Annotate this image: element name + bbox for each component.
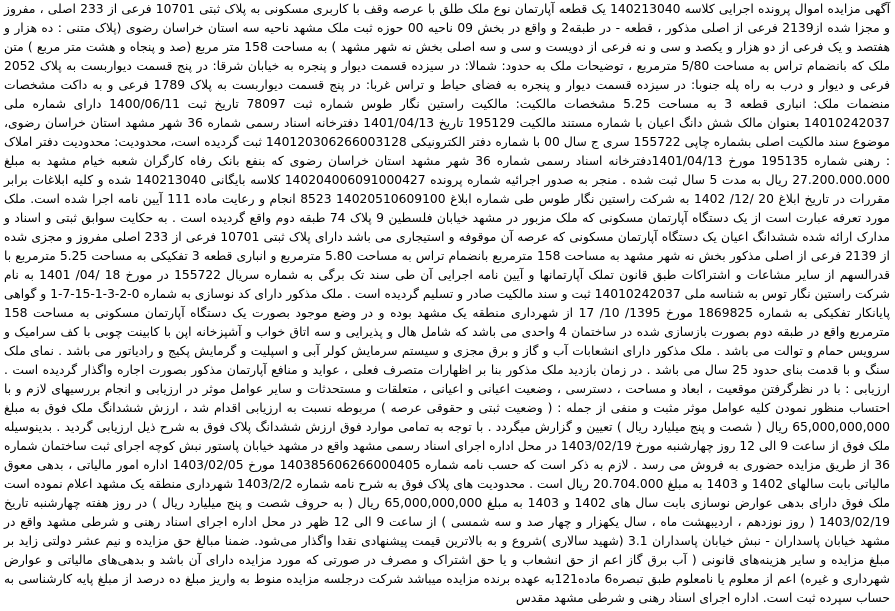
auction-notice-text: آگهی مزایده اموال پرونده اجرایی کلاسه 140213040 یک قطعه آپارتمان نوع ملک طلق با عرصه وقف با کاربری مسکونی به پلاک ثبتی 10701 فرعی از 233 اصلی ، مفروز و مجزا شده از2139 فرعی از اصلی مذکور ، قطعه - در طبقه2 و واقع در بخش 09 ناحیه 00 حوزه ثبت ملک مشهد ناحیه سه استان خراسان رضوی (پلاک متنی : ده هزار و هفتصد و یک فرعی از دو هزار و یکصد و سی و نه فرعی از دویست و سی و سه اصلی بخش نه شهر مشهد ) به مساحت 158 متر مربع (صد و پنجاه و هشت متر مربع ) متن ملک که بانضمام تراس به مساحت 5/80 مترمربع ، توضیحات ملک به حدود: شمالا: در سیزده قسمت دیوار و پنجره به خیابان شرقا: در پنج قسمت دیواربست به پلاک 2052 فرعی و دیوار و درب به راه پله جنوبا: در سیزده قسمت دیوار و پنجره به فضای حیاط و تراس غربا: در پنج قسمت دیواربست به پلاک 1789 فرعی و به داکت مشخصات منضمات ملک: انباری قطعه 3 به مساحت 5.25 مشخصات مالکیت: مالکیت راستین نگار طوس شماره ثبت 78097 تاریخ ثبت 1400/06/11 دارای شماره ملی 14010242037 بعنوان مالک شش دانگ اعیان با شماره مستند مالکیت 195129 تاریخ 1401/04/13 دفترخانه اسناد رسمی شماره 36 شهر مشهد استان خراسان رضوی، موضوع سند مالکیت اصلی بشماره چاپی 155722 سری ج سال 00 با شماره دفتر الکترونیکی 140120306266003128 ثبت گردیده است، محدودیت: محدودیت دفتر املاک : رهنی شماره 195135 مورخ 1401/04/13دفترخانه اسناد رسمی شماره 36 شهر مشهد استان خراسان رضوی که بنفع بانک رفاه کارگران شعبه خیام مشهد به مبلغ 27.200.000.000 ریال به مدت 5 سال ثبت شده . منجر به صدور اجرائیه شماره پرونده 140204006091000427 کلاسه بایگانی 140213040 شده و کلیه ابلاغات برابر مقررات در تاریخ ابلاغ 20 /12/ 1402 به شرکت راستین نگار طوس طی شماره ابلاغ 14020510609100 8523 انجام و رعایت ماده 111 آیین نامه اجرا شده است. ملک مورد تعرفه عبارت است از یک دستگاه آپارتمان مسکونی که ملک مزبور در مشهد خیابان فلسطین 9 پلاک 74 طبقه دوم واقع گردیده است . به حکایت سوابق ثبتی و اسناد و مدارک ارائه شده ششدانگ اعیان یک دستگاه آپارتمان مسکونی که عرصه آن موقوفه و استیجاری می باشد دارای پلاک ثبتی 10701 فرعی از 233 اصلی مفروز و مجزی شده از 2139 فرعی از اصلی مذکور بخش نه شهر مشهد به مساحت 158 مترمربع بانضمام تراس به مساحت 5.80 مترمربع و انباری قطعه 3 تفکیکی به مساحت 5.25 مترمربع با قدرالسهم از سایر مشاعات و اشتراکات طبق قانون تملک آپارتمانها و آیین نامه اجرایی آن طی سند تک برگی به شماره سریال 155722 در مورخ 18 /04/ 1401 به نام شرکت راستین نگار توس به شناسه ملی 14010242037 ثبت و سند مالکیت صادر و تسلیم گردیده است . ملک مذکور دارای کد نوسازی به شماره 0-2-3-1-15-7-1 و گواهی پایانکار تفکیکی به شماره 1869825 مورخ 1395/ 10/ 17 از شهرداری منطقه یک مشهد بوده و در وضع موجود بصورت یک دستگاه آپارتمان مسکونی به مساحت 158 مترمربع واقع در طبقه دوم بصورت بازسازی شده در ساختمان 4 واحدی می باشد که شامل هال و پذیرایی و سه اتاق خواب و آشپزخانه اپن با کابینت چوبی با کف سرامیک و سرویس حمام و توالت می باشد . ملک مذکور دارای انشعابات آب و گاز و برق مجزی و سیستم سرمایش کولر آبی و اسپلیت و گرمایش پکیج و رادیاتور می باشد . نمای ملک سنگ و با قدمت بنای حدود 25 سال می باشد . در زمان بازدید ملک مذکور بنا بر اظهارات متصرف فعلی ، عواید و منافع آپارتمان مذکور بصورت اجاره واگذار گردیده است . ارزیابی : با در نظرگرفتن موقعیت ، ابعاد و مساحت ، دسترسی ، وضعیت اعیانی و اعیانی ، متعلقات و مستحدثات و سایر عوامل موثر در ارزیابی و انجام بررسیهای لازم و با احتساب منظور نمودن کلیه عوامل موثر مثبت و منفی از جمله : ( وضعیت ثبتی و حقوقی عرصه ) مربوطه نسبت به ارزیابی اقدام شد ، ارزش ششدانگ ملک فوق به مبلغ 65,000,000,000 ریال ( شصت و پنج میلیارد ریال ) تعیین و گزارش میگردد . با توجه به تمامی موارد فوق ارزش ششدانگ پلاک فوق به شرح ذیل ارزیابی گردید . بدینوسیله ملک فوق از ساعت 9 الی 12 روز چهارشنبه مورخ 1403/02/19 در محل اداره اجرای اسناد رسمی مشهد واقع در مشهد خیابان پاستور نبش کوچه اجرای ثبت ساختمان شماره 36 از طریق مزایده حضوری به فروش می رسد . لازم به ذکر است که حسب نامه شماره 140385606266000405 مورخ 1403/02/05 اداره امور مالیاتی ، بدهی معوق مالیاتی بابت سالهای 1402 و 1403 به مبلغ 20.704.000 ریال است . محدودیت های پلاک فوق به شرح نامه شماره 1403/2/2 شهرداری منطقه یک مشهد اعلام نموده است ملک فوق دارای بدهی عوارض نوسازی بابت سال های 1402 و 1403 به مبلغ 65,000,000,000 ریال ( به حروف شصت و پنج میلیارد ریال ) در روز هفته چهارشنبه تاریخ 1403/02/19 ( روز نوزدهم ، اردیبهشت ماه ، سال یکهزار و چهار صد و سه شمسی ) از ساعت 9 الی 12 ظهر در محل اداره اجرای اسناد رهنی و شرطی مشهد واقع در مشهد خیابان پاسداران - نبش خیابان پاسداران 3.1 (شهید سالاری )شروع و به بالاترین قیمت پیشنهادی نقدا واگذار می‌شود. ضمنا مبالغ حق مزایده و نیم عشر دولتی زاید بر مبلغ مزایده و سایر هزینه‌های قانونی ( آب برق گاز اعم از حق انشعاب و یا حق اشتراک و مصرف در صورتی که مورد مزایده دارای آن باشد و بدهی‌های مالیاتی و عوارض شهرداری و غیره) اعم از معلوم یا نامعلوم طبق تبصره6 ماده121به عهده برنده مزایده میباشد شرکت درجلسه مزایده منوط به واریز مبلغ ده درصد از مبلغ پایه کارشناسی به حساب سپرده ثبت است. اداره اجرای اسناد رهنی و شرطی مشهد مقدس bbox=[4, 2, 891, 605]
